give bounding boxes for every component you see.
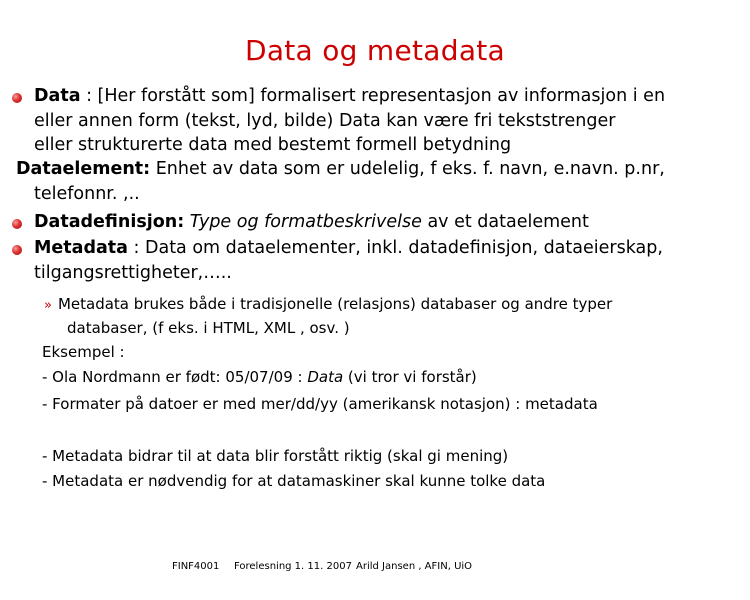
example-a-suffix: (vi tror vi forstår) bbox=[343, 368, 477, 386]
bullet-icon bbox=[12, 219, 22, 229]
notes-line-2 bbox=[42, 469, 545, 494]
dataelement-line-2: telefonnr. ,.. bbox=[34, 183, 140, 204]
example-line-b bbox=[42, 392, 598, 417]
datadefinisjon-italic: Type og formatbeskrivelse bbox=[184, 212, 422, 232]
data-definition bbox=[34, 84, 665, 158]
footer-lecture: Forelesning 1. 11. 2007 bbox=[234, 561, 352, 572]
data-line-2: eller annen form (tekst, lyd, bilde) Data kan være fri tekststrenger bbox=[34, 110, 616, 131]
metadata-line-2: tilgangsrettigheter,….. bbox=[34, 262, 232, 283]
example-line-a bbox=[42, 365, 477, 390]
note-1-text: - Metadata bidrar til at data blir forstått riktig (skal gi mening) bbox=[42, 447, 509, 465]
example-label: Eksempel : bbox=[42, 343, 125, 361]
slide-title: Data og metadata bbox=[244, 34, 506, 67]
metadata-definition bbox=[34, 236, 663, 285]
footer-author: Arild Jansen , AFIN, UiO bbox=[356, 561, 473, 572]
dataelement-line-1: Enhet av data som er udelelig, f eks. f. navn, e.navn. p.nr, bbox=[150, 159, 665, 179]
example-block bbox=[42, 340, 125, 365]
term-dataelement: Dataelement: bbox=[16, 159, 151, 179]
example-a-italic: Data bbox=[307, 368, 344, 386]
example-b-text: - Formater på datoer er med mer/dd/yy (amerikansk notasjon) : metadata bbox=[42, 395, 598, 413]
usage-line-1: Metadata brukes både i tradisjonelle (relasjons) databaser og andre typer bbox=[57, 295, 613, 313]
datadefinisjon-definition bbox=[34, 210, 589, 235]
notes-line-1 bbox=[42, 444, 508, 469]
term-separator: : bbox=[80, 86, 98, 106]
data-line-3: eller strukturerte data med bestemt formell betydning bbox=[34, 135, 512, 155]
term-data: Data bbox=[34, 86, 81, 106]
usage-line-2: databaser, (f eks. i HTML, XML , osv. ) bbox=[67, 318, 350, 337]
dataelement-definition bbox=[16, 157, 665, 206]
footer-course: FINF4001 bbox=[172, 561, 220, 572]
example-a-prefix: - Ola Nordmann er født: 05/07/09 : bbox=[42, 368, 308, 386]
data-line-1: [Her forstått som] formalisert representasjon av informasjon i en bbox=[97, 86, 666, 106]
term-metadata: Metadata bbox=[34, 238, 128, 258]
metadata-usage bbox=[44, 292, 612, 340]
metadata-line-1: : Data om dataelementer, inkl. datadefinisjon, dataeierskap, bbox=[127, 238, 663, 258]
datadefinisjon-rest: av et dataelement bbox=[421, 212, 589, 232]
term-datadefinisjon: Datadefinisjon: bbox=[34, 212, 185, 232]
note-2-text: - Metadata er nødvendig for at datamaskiner skal kunne tolke data bbox=[42, 472, 546, 490]
bullet-icon bbox=[12, 245, 22, 255]
chevron-icon: » bbox=[44, 298, 52, 313]
bullet-icon bbox=[12, 93, 22, 103]
